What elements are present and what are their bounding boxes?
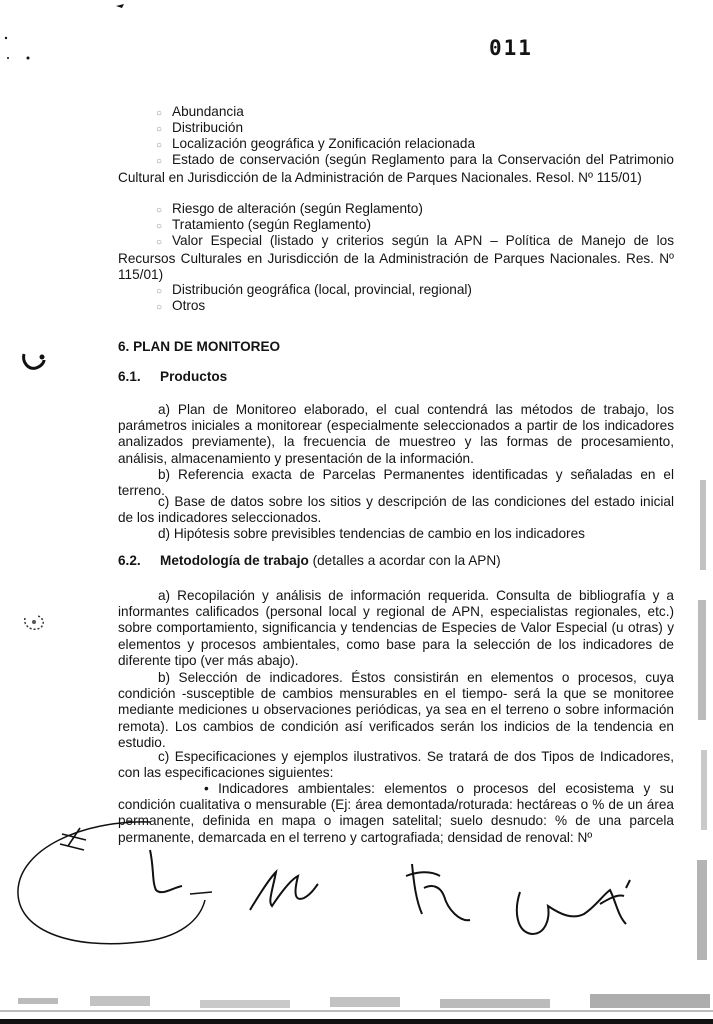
circle-bullet-icon: ○	[156, 286, 163, 297]
list-item: ○ Abundancia	[118, 104, 674, 122]
circle-bullet-icon: ○	[156, 124, 163, 135]
circle-bullet-icon: ○	[156, 140, 163, 151]
scan-noise-edge	[694, 480, 713, 960]
list-item: ○ Otros	[118, 298, 674, 316]
punch-hole-icon	[20, 610, 50, 636]
list-item: ○ Riesgo de alteración (según Reglamento)	[118, 201, 674, 219]
punch-hole-icon	[20, 348, 50, 374]
circle-bullet-icon: ○	[156, 156, 163, 167]
list-item: ○ Distribución geográfica (local, provincial, regional)	[118, 282, 674, 300]
list-item: ○ Valor Especial (listado y criterios según la APN – Política de Manejo de los Recursos Culturales en Jurisdicción de la Administración de Parques Nacionales. Res. Nº 115/01)	[118, 233, 674, 283]
paragraph: • Indicadores ambientales: elementos o procesos del ecosistema y su condición cualitativa o mensurable (Ej: área demontada/roturada: hectáreas o % de un área permanente, definida en mapa o imagen satelital; suelo desnudo: % de una parcela permanente, demarcada en el terreno y cartografiada; densidad de renoval: Nº	[118, 781, 674, 845]
paragraph: a) Plan de Monitoreo elaborado, el cual contendrá las métodos de trabajo, los parámetros iniciales a monitorear (especialmente seleccionados a partir de los indicadores analizados previamente), la frecuencia de muestreo y las formas de procesamiento, análisis, almacenamiento y presentación de la información.	[118, 402, 674, 466]
section-title: 6. PLAN DE MONITOREO	[118, 339, 281, 354]
scan-noise	[0, 988, 713, 1024]
paragraph: c) Especificaciones y ejemplos ilustrativos. Se tratará de dos Tipos de Indicadores, con las especificaciones siguientes:	[118, 749, 674, 781]
initial-signature-1	[150, 850, 182, 892]
paragraph: a) Recopilación y análisis de información requerida. Consulta de bibliografía y a informantes calificados (personal local y regional de APN, especialistas regionales, etc.) sobre comportamiento, significancia y tendencias de Especies de Valor Especial (u otras) y elementos y procesos ambientales, como base para la selección de los indicadores de diferente tipo (ver más abajo).	[118, 588, 674, 668]
paragraph: c) Base de datos sobre los sitios y descripción de las condiciones del estado inicial de los indicadores seleccionados.	[118, 494, 674, 526]
signature-4	[517, 880, 630, 934]
list-item: ○ Localización geográfica y Zonificación relacionada	[118, 136, 674, 154]
circle-bullet-icon: ○	[156, 205, 163, 216]
initial-signature-2	[250, 872, 318, 910]
paragraph: b) Selección de indicadores. Éstos consistirán en elementos o procesos, cuya condición -susceptible de cambios mensurables en el tiempo- será la que se monitoree mediante mediciones u observaciones periódicas, ya sea en el terreno o sobre información remota). Los cambios de condición así verificados serán los indicios de la tendencia en estudio.	[118, 670, 674, 750]
circle-bullet-icon: ○	[156, 237, 163, 248]
circle-bullet-icon: ○	[156, 302, 163, 313]
scan-specks	[0, 0, 130, 80]
list-item: ○ Distribución	[118, 120, 674, 138]
arc-stroke	[18, 822, 205, 944]
paragraph: d) Hipótesis sobre previsibles tendencias de cambio en los indicadores	[158, 526, 585, 541]
circle-bullet-icon: ○	[156, 108, 163, 119]
signatures-area	[0, 810, 713, 970]
page-number: 011	[489, 36, 533, 60]
list-item: ○ Estado de conservación (según Reglamento para la Conservación del Patrimonio Cultural en Jurisdicción de la Administración de Parques Nacionales. Resol. Nº 115/01)	[118, 152, 674, 186]
list-item: ○ Tratamiento (según Reglamento)	[118, 217, 674, 235]
circle-bullet-icon: ○	[156, 221, 163, 232]
subsection-title: 6.2. Metodología de trabajo (detalles a acordar con la APN)	[118, 553, 501, 568]
paragraph: b) Referencia exacta de Parcelas Permanentes identificadas y señaladas en el terreno.	[118, 467, 674, 499]
subsection-title: 6.1. Productos	[118, 369, 228, 384]
signature-3	[406, 864, 470, 920]
